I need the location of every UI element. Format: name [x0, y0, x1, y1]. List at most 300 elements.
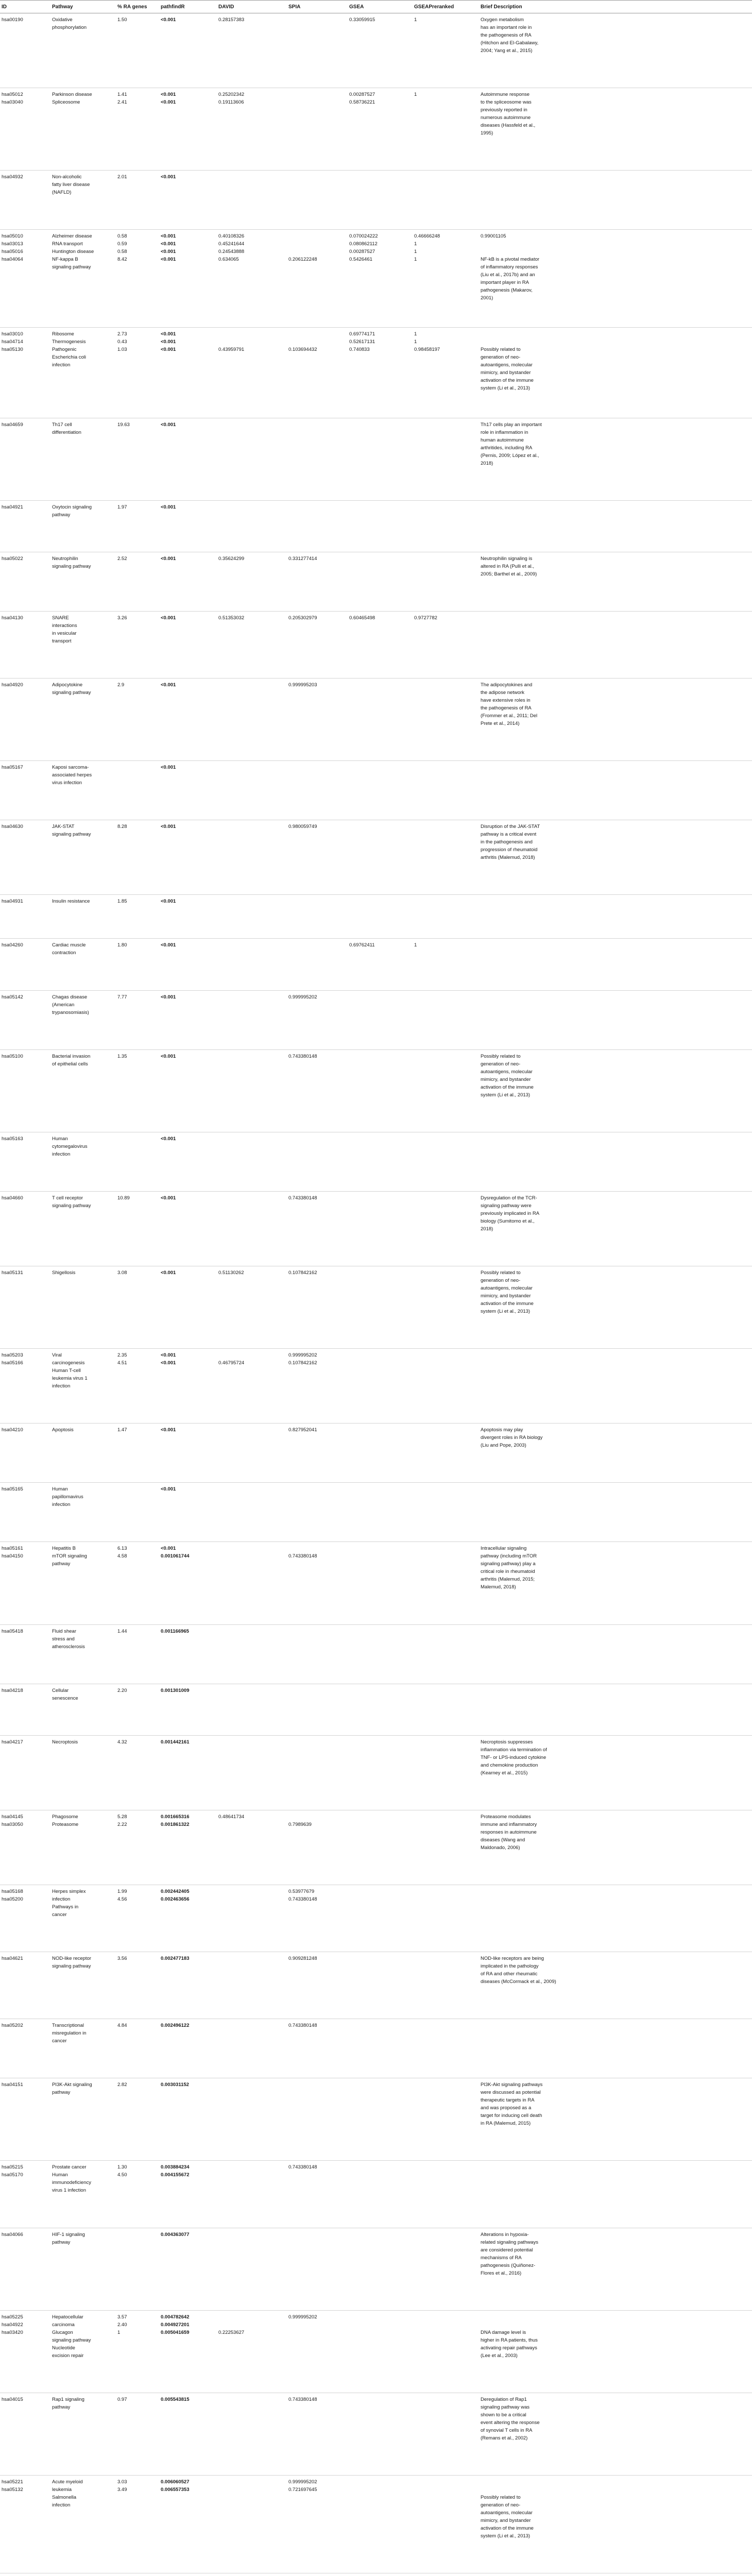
- cell-david: 0.35624299: [217, 552, 287, 611]
- cell-david: 0.51130262: [217, 1266, 287, 1348]
- cell-id: hsa05165: [0, 1483, 50, 1542]
- table-row: [0, 2573, 752, 2576]
- cell-pathfindr: <0.001: [159, 761, 217, 820]
- cell-david: [217, 1483, 287, 1542]
- cell-pct-ra-genes: 1.85: [116, 895, 159, 939]
- cell-gseapreranked: 0.9727782: [413, 611, 479, 678]
- table-row: [0, 1735, 752, 1810]
- cell-spia: 0.743380148: [287, 1542, 348, 1624]
- cell-gseapreranked: [413, 1049, 479, 1132]
- cell-id: hsa05010 hsa03013 hsa05016 hsa04064: [0, 230, 50, 328]
- cell-spia: [287, 1624, 348, 1684]
- cell-gseapreranked: [413, 2393, 479, 2475]
- cell-id: hsa03010 hsa04714 hsa05130: [0, 328, 50, 418]
- cell-david: [217, 171, 287, 230]
- cell-id: hsa05022: [0, 552, 50, 611]
- table-row: [0, 2078, 752, 2161]
- cell-gsea: [348, 1049, 413, 1132]
- table-row: [0, 1483, 752, 1542]
- cell-pct-ra-genes: 19.63: [116, 418, 159, 500]
- cell-pathfindr: <0.001: [159, 990, 217, 1049]
- cell-gseapreranked: [413, 171, 479, 230]
- cell-gseapreranked: [413, 1624, 479, 1684]
- cell-pathway: Prostate cancer Human immunodeficiency virus 1 infection: [50, 2161, 116, 2228]
- col-header-pathway: Pathway: [50, 1, 116, 13]
- cell-pathfindr: 0.002442405 0.002463656: [159, 1885, 217, 1952]
- cell-pathfindr: <0.001: [159, 1483, 217, 1542]
- cell-gsea: [348, 2573, 413, 2576]
- cell-pathfindr: 0.004782642 0.004927201 0.005041659: [159, 2310, 217, 2393]
- cell-pct-ra-genes: 10.89: [116, 1191, 159, 1266]
- cell-gsea: 0.60465498: [348, 611, 413, 678]
- cell-spia: 0.206122248: [287, 230, 348, 328]
- cell-id: hsa00190: [0, 13, 50, 88]
- cell-gsea: [348, 2161, 413, 2228]
- cell-brief-description: Apoptosis may play divergent roles in RA biology (Liu and Pope, 2003): [479, 1423, 752, 1483]
- cell-pathfindr: <0.001 <0.001 <0.001: [159, 328, 217, 418]
- table-row: [0, 1684, 752, 1735]
- cell-pathway: Kaposi sarcoma- associated herpes virus infection: [50, 761, 116, 820]
- table-row: [0, 1132, 752, 1191]
- cell-id: hsa05225 hsa04922 hsa03420: [0, 2310, 50, 2393]
- cell-spia: [287, 761, 348, 820]
- cell-pathway: Alzheimer disease RNA transport Huntington disease NF-kappa B signaling pathway: [50, 230, 116, 328]
- cell-brief-description: 0.99001105 NF-kB is a pivotal mediator of inflammatory responses (Liu et al., 2017b) and an important player in RA pathogenesis (Makarov, 2001): [479, 230, 752, 328]
- cell-gseapreranked: [413, 1349, 479, 1423]
- cell-david: [217, 990, 287, 1049]
- cell-gsea: [348, 1132, 413, 1191]
- cell-gsea: 0.69762411: [348, 939, 413, 990]
- cell-pathfindr: <0.001: [159, 552, 217, 611]
- cell-gseapreranked: [413, 1735, 479, 1810]
- cell-pathfindr: <0.001: [159, 13, 217, 88]
- cell-gsea: [348, 678, 413, 760]
- table-row: [0, 1542, 752, 1624]
- cell-spia: 0.743380148: [287, 1049, 348, 1132]
- col-header-spia: SPIA: [287, 1, 348, 13]
- cell-id: hsa04659: [0, 418, 50, 500]
- cell-pathfindr: <0.001: [159, 939, 217, 990]
- cell-spia: [287, 1483, 348, 1542]
- cell-david: [217, 1191, 287, 1266]
- cell-spia: [287, 2078, 348, 2161]
- cell-david: [217, 939, 287, 990]
- cell-david: [217, 895, 287, 939]
- cell-brief-description: Disruption of the JAK-STAT pathway is a critical event in the pathogenesis and progression of rheumatoid arthritis (Malemud, 2018): [479, 820, 752, 895]
- cell-id: hsa04015: [0, 2393, 50, 2475]
- cell-gsea: [348, 2310, 413, 2393]
- cell-pathway: Hepatitis B mTOR signaling pathway: [50, 1542, 116, 1624]
- table-row: [0, 761, 752, 820]
- cell-spia: [287, 2228, 348, 2310]
- cell-gsea: [348, 552, 413, 611]
- cell-gseapreranked: [413, 1885, 479, 1952]
- cell-gseapreranked: [413, 990, 479, 1049]
- cell-pct-ra-genes: 1.97: [116, 500, 159, 552]
- cell-brief-description: Proteasome modulates immune and inflammatory responses in autoimmune diseases (Wang and Maldonado, 2006): [479, 1810, 752, 1885]
- cell-id: [0, 2573, 50, 2576]
- cell-brief-description: Autoimmune response to the spliceosome was previously reported in numerous autoimmune diseases (Hassfeld et al., 1995): [479, 88, 752, 171]
- cell-gsea: [348, 820, 413, 895]
- cell-id: hsa05215 hsa05170: [0, 2161, 50, 2228]
- cell-gsea: [348, 418, 413, 500]
- cell-gseapreranked: [413, 2573, 479, 2576]
- cell-spia: 0.999995203: [287, 678, 348, 760]
- cell-gseapreranked: 1: [413, 13, 479, 88]
- col-header-id: ID: [0, 1, 50, 13]
- col-header-gseapreranked: GSEAPreranked: [413, 1, 479, 13]
- cell-pct-ra-genes: 0.58 0.59 0.58 8.42: [116, 230, 159, 328]
- cell-gsea: [348, 1684, 413, 1735]
- cell-spia: [287, 418, 348, 500]
- cell-pct-ra-genes: 2.82: [116, 2078, 159, 2161]
- cell-david: [217, 1049, 287, 1132]
- cell-spia: 0.743380148: [287, 1191, 348, 1266]
- cell-pct-ra-genes: 2.01: [116, 171, 159, 230]
- cell-spia: 0.7989639: [287, 1810, 348, 1885]
- cell-gseapreranked: [413, 1810, 479, 1885]
- cell-spia: [287, 939, 348, 990]
- cell-brief-description: [479, 761, 752, 820]
- table-row: [0, 611, 752, 678]
- cell-pct-ra-genes: 8.28: [116, 820, 159, 895]
- cell-id: hsa04066: [0, 2228, 50, 2310]
- cell-pathfindr: 0.002477183: [159, 1952, 217, 2019]
- table-row: [0, 13, 752, 88]
- cell-brief-description: Possibly related to generation of neo- autoantigens, molecular mimicry, and bystander activation of the immune system (Li et al., 2013): [479, 1049, 752, 1132]
- table-row: [0, 328, 752, 418]
- table-row: [0, 678, 752, 760]
- table-row: [0, 939, 752, 990]
- cell-david: [217, 2573, 287, 2576]
- cell-brief-description: Oxygen metabolism has an important role in the pathogenesis of RA (Hitchon and El-Gabalawy, 2004; Yang et al., 2015): [479, 13, 752, 88]
- cell-gseapreranked: 1 1 0.98458197: [413, 328, 479, 418]
- cell-spia: 0.980059749: [287, 820, 348, 895]
- cell-gsea: [348, 1349, 413, 1423]
- cell-gsea: [348, 1423, 413, 1483]
- table-row: [0, 2393, 752, 2475]
- cell-gsea: 0.00287527 0.58736221: [348, 88, 413, 171]
- cell-david: 0.48641734: [217, 1810, 287, 1885]
- table-body: [0, 13, 752, 2576]
- cell-id: hsa05202: [0, 2019, 50, 2078]
- cell-gseapreranked: [413, 2475, 479, 2573]
- cell-david: [217, 1423, 287, 1483]
- cell-gseapreranked: [413, 761, 479, 820]
- cell-pathway: Neutrophilin signaling pathway: [50, 552, 116, 611]
- cell-brief-description: DNA damage level is higher in RA patients, thus activating repair pathways (Lee et al., 2003): [479, 2310, 752, 2393]
- cell-pct-ra-genes: 1.47: [116, 1423, 159, 1483]
- cell-pct-ra-genes: 1.35: [116, 1049, 159, 1132]
- cell-david: [217, 500, 287, 552]
- cell-pathfindr: <0.001: [159, 895, 217, 939]
- cell-id: hsa04621: [0, 1952, 50, 2019]
- cell-id: hsa04920: [0, 678, 50, 760]
- cell-pct-ra-genes: [116, 1132, 159, 1191]
- cell-spia: [287, 13, 348, 88]
- cell-spia: [287, 1132, 348, 1191]
- cell-gsea: [348, 2019, 413, 2078]
- cell-gsea: 0.33059915: [348, 13, 413, 88]
- cell-pathfindr: 0.001442161: [159, 1735, 217, 1810]
- cell-pathway: Herpes simplex infection Pathways in cancer: [50, 1885, 116, 1952]
- table-row: [0, 1049, 752, 1132]
- cell-spia: [287, 171, 348, 230]
- cell-gsea: [348, 171, 413, 230]
- cell-pathway: Th17 cell differentiation: [50, 418, 116, 500]
- cell-brief-description: Deregulation of Rap1 signaling pathway was shown to be a critical event altering the response of synovial T cells in RA (Remans et al., 2002): [479, 2393, 752, 2475]
- table-row: [0, 500, 752, 552]
- cell-david: [217, 2078, 287, 2161]
- table-row: [0, 1624, 752, 1684]
- cell-spia: 0.909281248: [287, 1952, 348, 2019]
- cell-pct-ra-genes: 1.44: [116, 1624, 159, 1684]
- table-row: [0, 1810, 752, 1885]
- col-header-gsea: GSEA: [348, 1, 413, 13]
- cell-pathway: Ribosome Thermogenesis Pathogenic Escherichia coli infection: [50, 328, 116, 418]
- cell-pct-ra-genes: 1.41 2.41: [116, 88, 159, 171]
- cell-gsea: [348, 500, 413, 552]
- cell-gsea: [348, 2393, 413, 2475]
- cell-pathway: Chagas disease (American trypanosomiasis): [50, 990, 116, 1049]
- cell-pct-ra-genes: 7.77: [116, 990, 159, 1049]
- cell-gseapreranked: [413, 1542, 479, 1624]
- table-row: [0, 1191, 752, 1266]
- cell-spia: [287, 500, 348, 552]
- cell-brief-description: NOD-like receptors are being implicated in the pathology of RA and other rheumatic diseases (McCormack et al., 2009): [479, 1952, 752, 2019]
- cell-spia: [287, 895, 348, 939]
- cell-pathfindr: <0.001: [159, 611, 217, 678]
- cell-david: [217, 678, 287, 760]
- cell-gsea: [348, 2475, 413, 2573]
- cell-id: hsa04921: [0, 500, 50, 552]
- cell-david: 0.22253627: [217, 2310, 287, 2393]
- cell-spia: 0.107842162: [287, 1266, 348, 1348]
- cell-brief-description: [479, 1132, 752, 1191]
- cell-pathfindr: 0.001301009: [159, 1684, 217, 1735]
- cell-id: hsa05142: [0, 990, 50, 1049]
- cell-pathway: Phagosome Proteasome: [50, 1810, 116, 1885]
- cell-pathfindr: 0.001166965: [159, 1624, 217, 1684]
- table-row: [0, 820, 752, 895]
- cell-gsea: [348, 895, 413, 939]
- cell-pct-ra-genes: 1.50: [116, 13, 159, 88]
- cell-pathway: Fluid shear stress and atherosclerosis: [50, 1624, 116, 1684]
- cell-pathfindr: <0.001: [159, 171, 217, 230]
- cell-gseapreranked: [413, 1266, 479, 1348]
- cell-id: hsa05012 hsa03040: [0, 88, 50, 171]
- cell-gseapreranked: [413, 418, 479, 500]
- cell-pathfindr: <0.001: [159, 418, 217, 500]
- cell-pathfindr: <0.001: [159, 1132, 217, 1191]
- cell-gseapreranked: [413, 2228, 479, 2310]
- cell-gseapreranked: 1: [413, 939, 479, 990]
- cell-gseapreranked: [413, 2019, 479, 2078]
- cell-id: hsa05161 hsa04150: [0, 1542, 50, 1624]
- cell-david: 0.51353032: [217, 611, 287, 678]
- cell-brief-description: [479, 611, 752, 678]
- cell-pathfindr: 0.006060527 0.006557353: [159, 2475, 217, 2573]
- cell-pathfindr: <0.001: [159, 1191, 217, 1266]
- table-row: [0, 990, 752, 1049]
- cell-gsea: [348, 1952, 413, 2019]
- cell-gsea: [348, 761, 413, 820]
- cell-pathfindr: 0.001665316 0.001861322: [159, 1810, 217, 1885]
- cell-david: 0.40108326 0.45241644 0.24543888 0.634065: [217, 230, 287, 328]
- table-row: [0, 1885, 752, 1952]
- table-row: [0, 230, 752, 328]
- cell-gsea: [348, 1266, 413, 1348]
- table-row: [0, 2019, 752, 2078]
- cell-pathway: Apoptosis: [50, 1423, 116, 1483]
- cell-pct-ra-genes: 5.28 2.22: [116, 1810, 159, 1885]
- cell-brief-description: Possibly related to generation of neo- autoantigens, molecular mimicry, and bystander activation of the immune system (Li et al., 2013): [479, 2475, 752, 2573]
- cell-pathfindr: <0.001 <0.001: [159, 1349, 217, 1423]
- table-row: [0, 2310, 752, 2393]
- cell-david: [217, 2019, 287, 2078]
- cell-gsea: 0.69774171 0.52617131 0.740833: [348, 328, 413, 418]
- cell-gsea: [348, 1542, 413, 1624]
- cell-david: [217, 1735, 287, 1810]
- cell-pathway: Cellular senescence: [50, 1684, 116, 1735]
- cell-id: hsa05131: [0, 1266, 50, 1348]
- cell-id: hsa04217: [0, 1735, 50, 1810]
- table-row: [0, 88, 752, 171]
- cell-pathway: [50, 2573, 116, 2576]
- cell-gseapreranked: [413, 1423, 479, 1483]
- cell-pathway: HIF-1 signaling pathway: [50, 2228, 116, 2310]
- cell-id: hsa04660: [0, 1191, 50, 1266]
- cell-gseapreranked: [413, 678, 479, 760]
- cell-gseapreranked: [413, 820, 479, 895]
- cell-pathfindr: <0.001 <0.001 <0.001 <0.001: [159, 230, 217, 328]
- cell-spia: 0.827952041: [287, 1423, 348, 1483]
- cell-gseapreranked: [413, 2161, 479, 2228]
- cell-pathfindr: 0.005543815: [159, 2393, 217, 2475]
- cell-pct-ra-genes: 2.35 4.51: [116, 1349, 159, 1423]
- cell-pct-ra-genes: 2.9: [116, 678, 159, 760]
- cell-gseapreranked: [413, 500, 479, 552]
- cell-brief-description: [479, 171, 752, 230]
- cell-pct-ra-genes: [116, 2573, 159, 2576]
- cell-id: hsa04210: [0, 1423, 50, 1483]
- cell-david: [217, 1132, 287, 1191]
- cell-brief-description: PI3K-Akt signaling pathways were discussed as potential therapeutic targets in RA and was proposed as a target for inducing cell death in RA (Malemud, 2015): [479, 2078, 752, 2161]
- cell-pathfindr: 0.004363077: [159, 2228, 217, 2310]
- cell-brief-description: [479, 2019, 752, 2078]
- cell-pathway: JAK-STAT signaling pathway: [50, 820, 116, 895]
- cell-spia: 0.103694432: [287, 328, 348, 418]
- cell-david: 0.43959791: [217, 328, 287, 418]
- cell-david: [217, 2161, 287, 2228]
- col-header-pathfindr: pathfindR: [159, 1, 217, 13]
- cell-pct-ra-genes: 1.80: [116, 939, 159, 990]
- table-row: [0, 1423, 752, 1483]
- cell-pathfindr: <0.001 0.001061744: [159, 1542, 217, 1624]
- cell-pathfindr: <0.001: [159, 820, 217, 895]
- table-row: [0, 552, 752, 611]
- cell-gseapreranked: [413, 1684, 479, 1735]
- cell-spia: 0.205302979: [287, 611, 348, 678]
- cell-pct-ra-genes: 4.32: [116, 1735, 159, 1810]
- cell-pct-ra-genes: 4.84: [116, 2019, 159, 2078]
- cell-gseapreranked: [413, 895, 479, 939]
- cell-pathfindr: <0.001: [159, 1049, 217, 1132]
- cell-pct-ra-genes: 3.03 3.49: [116, 2475, 159, 2573]
- cell-spia: 0.331277414: [287, 552, 348, 611]
- cell-brief-description: [479, 2573, 752, 2576]
- cell-id: hsa05100: [0, 1049, 50, 1132]
- col-header-pct-ra-genes: % RA genes: [116, 1, 159, 13]
- cell-pathway: Necroptosis: [50, 1735, 116, 1810]
- table-row: [0, 2161, 752, 2228]
- cell-pathway: Hepatocellular carcinoma Glucagon signaling pathway Nucleotide excision repair: [50, 2310, 116, 2393]
- cell-brief-description: Intracellular signaling pathway (including mTOR signaling pathway) play a critical role in rheumatoid arthritis (Malemud, 2015; Malemud, 2018): [479, 1542, 752, 1624]
- cell-gseapreranked: [413, 1191, 479, 1266]
- cell-pathway: Insulin resistance: [50, 895, 116, 939]
- cell-pct-ra-genes: 3.56: [116, 1952, 159, 2019]
- cell-id: hsa04932: [0, 171, 50, 230]
- cell-id: hsa05167: [0, 761, 50, 820]
- cell-pathfindr: <0.001: [159, 678, 217, 760]
- cell-pathfindr: <0.001 <0.001: [159, 88, 217, 171]
- cell-pct-ra-genes: 3.26: [116, 611, 159, 678]
- cell-id: hsa04931: [0, 895, 50, 939]
- cell-david: [217, 2475, 287, 2573]
- cell-david: 0.25202342 0.19113606: [217, 88, 287, 171]
- cell-gsea: [348, 1483, 413, 1542]
- cell-id: hsa04145 hsa03050: [0, 1810, 50, 1885]
- cell-spia: [287, 1735, 348, 1810]
- cell-gsea: [348, 2078, 413, 2161]
- cell-pct-ra-genes: 1.99 4.56: [116, 1885, 159, 1952]
- cell-pathway: Parkinson disease Spliceosome: [50, 88, 116, 171]
- cell-id: hsa04630: [0, 820, 50, 895]
- cell-brief-description: [479, 990, 752, 1049]
- cell-pathway: Transcriptional misregulation in cancer: [50, 2019, 116, 2078]
- cell-brief-description: Dysregulation of the TCR- signaling pathway were previously implicated in RA biology (Sumitomo et al., 2018): [479, 1191, 752, 1266]
- cell-brief-description: Alterations in hypoxia- related signaling pathways are considered potential mechanisms of RA pathogenesis (Quiñonez- Flores et al., 2016): [479, 2228, 752, 2310]
- cell-brief-description: Possibly related to generation of neo- autoantigens, molecular mimicry, and bystander activation of the immune system (Li et al., 2013): [479, 328, 752, 418]
- cell-pct-ra-genes: 0.97: [116, 2393, 159, 2475]
- cell-brief-description: [479, 1483, 752, 1542]
- cell-david: [217, 820, 287, 895]
- cell-david: 0.28157383: [217, 13, 287, 88]
- cell-david: [217, 1885, 287, 1952]
- table-row: [0, 895, 752, 939]
- cell-gseapreranked: 0.46666248 1 1 1: [413, 230, 479, 328]
- cell-brief-description: [479, 1624, 752, 1684]
- cell-david: [217, 1952, 287, 2019]
- cell-pct-ra-genes: [116, 1483, 159, 1542]
- cell-spia: 0.743380148: [287, 2393, 348, 2475]
- cell-id: hsa05418: [0, 1624, 50, 1684]
- cell-id: hsa05203 hsa05166: [0, 1349, 50, 1423]
- cell-brief-description: The adipocytokines and the adipose network have extensive roles in the pathogenesis of RA (Frommer et al., 2011; Del Prete et al., 2014): [479, 678, 752, 760]
- table-row: [0, 418, 752, 500]
- cell-spia: 0.743380148: [287, 2019, 348, 2078]
- cell-id: hsa04151: [0, 2078, 50, 2161]
- cell-brief-description: [479, 939, 752, 990]
- table-row: [0, 2228, 752, 2310]
- cell-gsea: [348, 2228, 413, 2310]
- cell-david: [217, 418, 287, 500]
- cell-pathway: Cardiac muscle contraction: [50, 939, 116, 990]
- cell-brief-description: [479, 895, 752, 939]
- cell-pathfindr: 0.003031152: [159, 2078, 217, 2161]
- cell-brief-description: [479, 1885, 752, 1952]
- cell-gsea: [348, 1735, 413, 1810]
